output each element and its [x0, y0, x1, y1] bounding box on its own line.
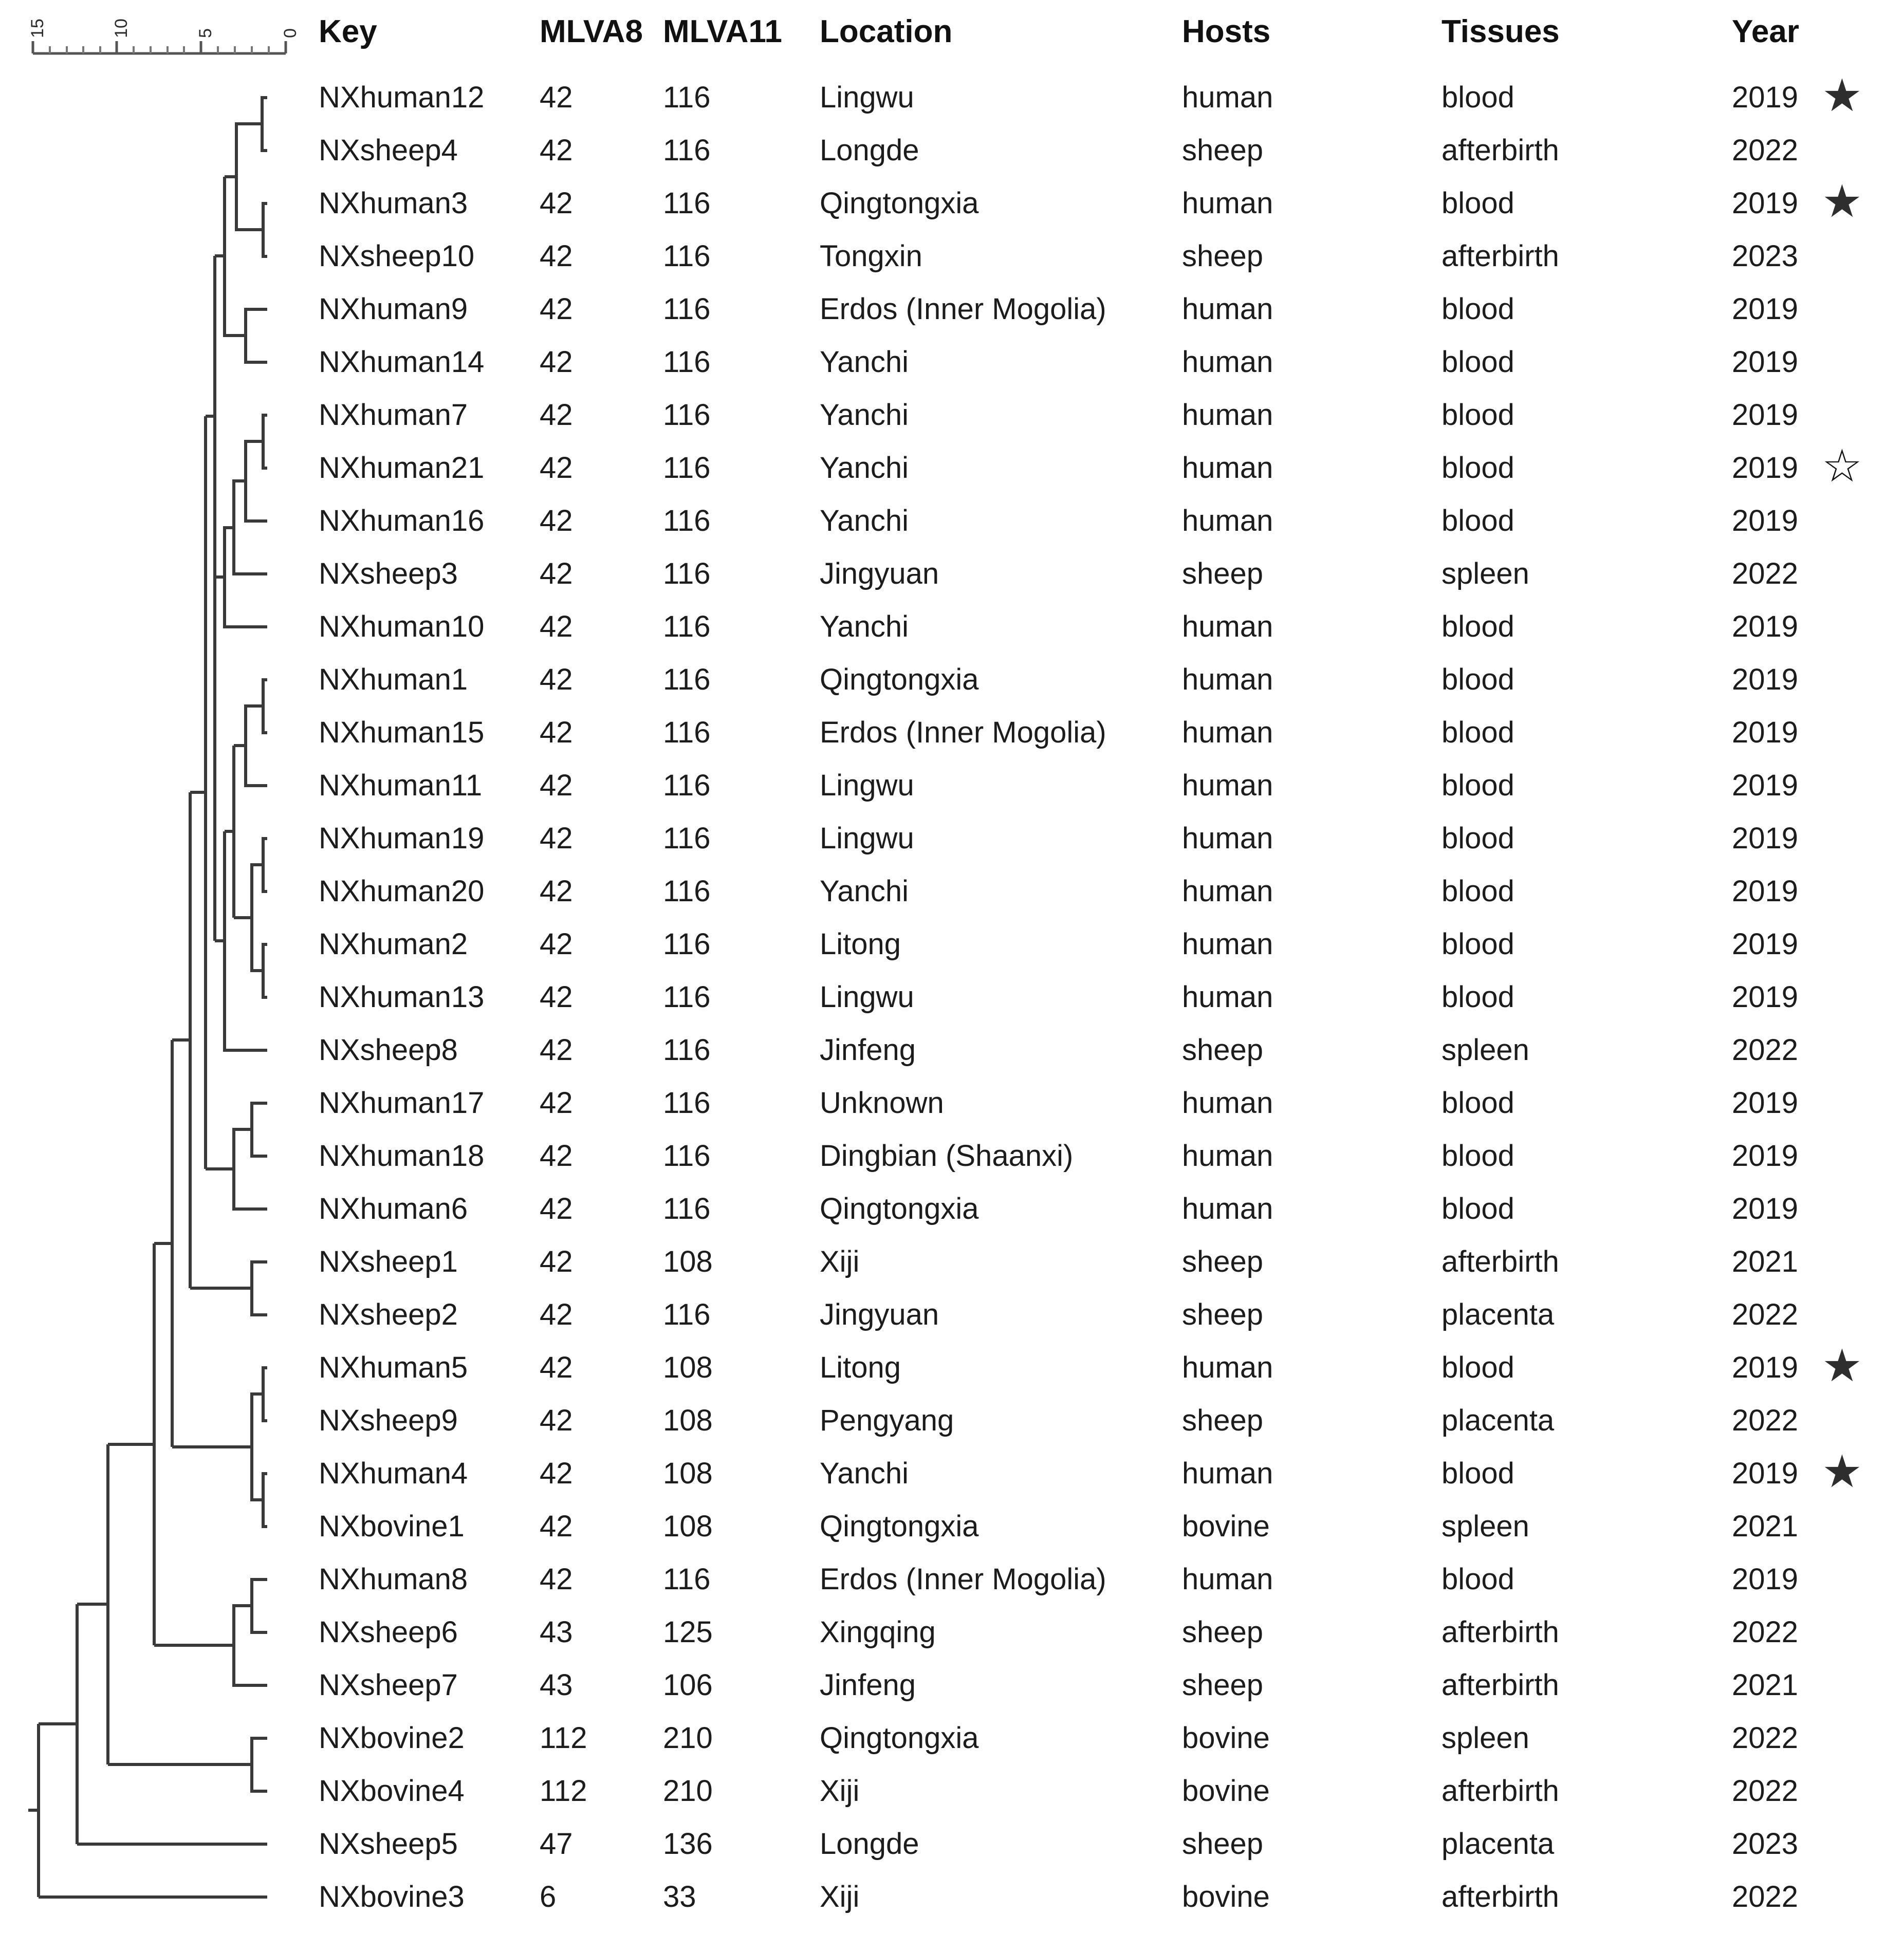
cell-tissue: afterbirth [1441, 1668, 1559, 1702]
table-row [0, 706, 1904, 759]
cell-mlva11: 108 [663, 1351, 713, 1384]
cell-host: human [1182, 822, 1273, 855]
cell-location: Qingtongxia [820, 1192, 979, 1225]
table-row [0, 1182, 1904, 1236]
cell-year: 2019 [1732, 398, 1799, 432]
cell-host: human [1182, 769, 1273, 802]
star-marker-filled: ★ [1822, 1446, 1862, 1497]
cell-mlva11: 108 [663, 1457, 713, 1490]
cell-year: 2019 [1732, 980, 1799, 1014]
table-row [0, 653, 1904, 707]
cell-mlva8: 42 [540, 398, 573, 432]
cell-location: Yanchi [820, 875, 909, 908]
cell-tissue: placenta [1441, 1827, 1555, 1861]
table-row [0, 1129, 1904, 1183]
cell-mlva11: 116 [663, 663, 711, 696]
cell-key: NXhuman6 [319, 1192, 468, 1225]
cell-year: 2019 [1732, 1192, 1799, 1225]
cell-key: NXbovine3 [319, 1880, 465, 1913]
cell-mlva11: 116 [663, 451, 711, 485]
cell-location: Erdos (Inner Mogolia) [820, 292, 1106, 326]
table-row [0, 600, 1904, 654]
cell-tissue: blood [1441, 292, 1514, 326]
cell-tissue: blood [1441, 187, 1514, 220]
cell-mlva8: 42 [540, 663, 573, 696]
cell-mlva8: 42 [540, 1510, 573, 1543]
column-header-mlva11: MLVA11 [663, 14, 782, 49]
cell-key: NXhuman20 [319, 875, 485, 908]
cell-mlva8: 42 [540, 1563, 573, 1596]
table-row [0, 1235, 1904, 1289]
cell-host: human [1182, 716, 1273, 749]
cell-mlva8: 42 [540, 875, 573, 908]
cell-mlva8: 42 [540, 769, 573, 802]
table-row [0, 1288, 1904, 1342]
cell-tissue: blood [1441, 875, 1514, 908]
cell-mlva8: 42 [540, 81, 573, 114]
cell-host: human [1182, 980, 1273, 1014]
cell-tissue: afterbirth [1441, 1880, 1559, 1913]
cell-mlva8: 42 [540, 1192, 573, 1225]
cell-location: Qingtongxia [820, 187, 979, 220]
cell-location: Xiji [820, 1880, 860, 1913]
cell-mlva8: 42 [540, 187, 573, 220]
cell-tissue: afterbirth [1441, 1615, 1559, 1649]
cell-mlva8: 42 [540, 927, 573, 961]
table-row [0, 1447, 1904, 1500]
cell-host: human [1182, 1086, 1273, 1120]
cell-year: 2019 [1732, 187, 1799, 220]
cell-year: 2019 [1732, 504, 1799, 537]
cell-key: NXhuman3 [319, 187, 468, 220]
cell-location: Xiji [820, 1245, 860, 1278]
cell-mlva8: 42 [540, 134, 573, 167]
cell-key: NXhuman15 [319, 716, 485, 749]
cell-mlva8: 42 [540, 822, 573, 855]
table-row [0, 124, 1904, 177]
table-row [0, 1712, 1904, 1765]
table-row [0, 71, 1904, 124]
cell-tissue: blood [1441, 504, 1514, 537]
table-row [0, 1817, 1904, 1871]
cell-year: 2019 [1732, 663, 1799, 696]
cell-mlva11: 116 [663, 557, 711, 590]
table-row [0, 336, 1904, 389]
cell-year: 2019 [1732, 345, 1799, 379]
scale-tick-label-5: 5 [196, 28, 215, 38]
cell-year: 2019 [1732, 81, 1799, 114]
cell-key: NXhuman7 [319, 398, 468, 432]
cell-mlva8: 112 [540, 1721, 587, 1755]
cell-host: sheep [1182, 1827, 1264, 1861]
cell-location: Yanchi [820, 398, 909, 432]
cell-key: NXhuman12 [319, 81, 485, 114]
cell-location: Lingwu [820, 769, 914, 802]
cell-key: NXbovine4 [319, 1774, 465, 1808]
cell-mlva11: 108 [663, 1245, 713, 1278]
cell-tissue: afterbirth [1441, 239, 1559, 273]
cell-key: NXsheep7 [319, 1668, 458, 1702]
cell-key: NXhuman2 [319, 927, 468, 961]
cell-tissue: blood [1441, 1139, 1514, 1173]
cell-key: NXhuman14 [319, 345, 485, 379]
cell-host: human [1182, 345, 1273, 379]
scale-tick-label-15: 15 [28, 18, 47, 38]
cell-mlva11: 116 [663, 1086, 711, 1120]
cell-year: 2019 [1732, 610, 1799, 643]
cell-host: human [1182, 187, 1273, 220]
scale-tick-label-10: 10 [112, 18, 131, 38]
cell-mlva11: 136 [663, 1827, 713, 1861]
table-row [0, 918, 1904, 971]
cell-key: NXhuman21 [319, 451, 485, 485]
cell-host: sheep [1182, 1615, 1264, 1649]
cell-mlva8: 42 [540, 345, 573, 379]
cell-mlva8: 42 [540, 1351, 573, 1384]
table-row [0, 494, 1904, 548]
cell-mlva11: 116 [663, 1563, 711, 1596]
cell-year: 2019 [1732, 875, 1799, 908]
cell-location: Lingwu [820, 822, 914, 855]
cell-location: Xiji [820, 1774, 860, 1808]
cell-host: human [1182, 610, 1273, 643]
cell-key: NXhuman5 [319, 1351, 468, 1384]
cell-location: Longde [820, 134, 919, 167]
cell-mlva8: 47 [540, 1827, 573, 1861]
cell-tissue: blood [1441, 663, 1514, 696]
cell-location: Lingwu [820, 980, 914, 1014]
table-row [0, 865, 1904, 918]
table-row [0, 1394, 1904, 1447]
cell-host: bovine [1182, 1880, 1270, 1913]
cell-host: human [1182, 1351, 1273, 1384]
cell-host: human [1182, 1139, 1273, 1173]
cell-mlva11: 116 [663, 239, 711, 273]
cell-location: Lingwu [820, 81, 914, 114]
cell-host: human [1182, 451, 1273, 485]
cell-tissue: blood [1441, 398, 1514, 432]
table-row [0, 388, 1904, 442]
cell-year: 2019 [1732, 1563, 1799, 1596]
cell-key: NXsheep9 [319, 1404, 458, 1437]
cell-host: sheep [1182, 557, 1264, 590]
cell-key: NXsheep4 [319, 134, 458, 167]
cell-host: human [1182, 663, 1273, 696]
cell-year: 2019 [1732, 1351, 1799, 1384]
cell-location: Jinfeng [820, 1668, 916, 1702]
cell-host: sheep [1182, 1033, 1264, 1067]
cell-year: 2023 [1732, 1827, 1799, 1861]
cell-host: bovine [1182, 1510, 1270, 1543]
cell-tissue: blood [1441, 1192, 1514, 1225]
cell-mlva11: 116 [663, 345, 711, 379]
column-header-location: Location [820, 14, 953, 49]
cell-location: Yanchi [820, 610, 909, 643]
cell-mlva8: 43 [540, 1615, 573, 1649]
cell-host: sheep [1182, 1404, 1264, 1437]
cell-mlva8: 42 [540, 1298, 573, 1331]
cell-year: 2022 [1732, 557, 1799, 590]
table-row [0, 1764, 1904, 1818]
cell-mlva8: 42 [540, 1086, 573, 1120]
cell-mlva8: 42 [540, 1404, 573, 1437]
table-row [0, 1870, 1904, 1924]
cell-year: 2019 [1732, 769, 1799, 802]
cell-year: 2023 [1732, 239, 1799, 273]
cell-tissue: placenta [1441, 1298, 1555, 1331]
cell-host: sheep [1182, 239, 1264, 273]
cell-year: 2022 [1732, 1880, 1799, 1913]
cell-mlva8: 112 [540, 1774, 587, 1808]
cell-mlva11: 116 [663, 398, 711, 432]
cell-location: Tongxin [820, 239, 922, 273]
cell-year: 2022 [1732, 1404, 1799, 1437]
cell-host: human [1182, 504, 1273, 537]
star-marker-filled: ★ [1822, 1340, 1862, 1391]
cell-mlva11: 108 [663, 1510, 713, 1543]
cell-key: NXhuman13 [319, 980, 485, 1014]
cell-location: Yanchi [820, 451, 909, 485]
cell-mlva11: 116 [663, 927, 711, 961]
cell-mlva11: 106 [663, 1668, 713, 1702]
cell-mlva8: 42 [540, 239, 573, 273]
cell-year: 2022 [1732, 1774, 1799, 1808]
cell-year: 2022 [1732, 1298, 1799, 1331]
cell-tissue: blood [1441, 1086, 1514, 1120]
cell-tissue: blood [1441, 927, 1514, 961]
cell-tissue: blood [1441, 1351, 1514, 1384]
star-marker-filled: ★ [1822, 176, 1862, 227]
cell-key: NXhuman4 [319, 1457, 468, 1490]
cell-mlva11: 116 [663, 1033, 711, 1067]
cell-host: human [1182, 875, 1273, 908]
cell-location: Erdos (Inner Mogolia) [820, 1563, 1106, 1596]
cell-host: sheep [1182, 1245, 1264, 1278]
cell-location: Erdos (Inner Mogolia) [820, 716, 1106, 749]
cell-tissue: blood [1441, 1563, 1514, 1596]
cell-key: NXsheep1 [319, 1245, 458, 1278]
cell-key: NXhuman10 [319, 610, 485, 643]
cell-tissue: blood [1441, 716, 1514, 749]
cell-mlva11: 210 [663, 1774, 713, 1808]
cell-mlva8: 42 [540, 1139, 573, 1173]
cell-tissue: blood [1441, 769, 1514, 802]
cell-location: Xingqing [820, 1615, 936, 1649]
cell-location: Yanchi [820, 1457, 909, 1490]
cell-tissue: blood [1441, 980, 1514, 1014]
cell-location: Dingbian (Shaanxi) [820, 1139, 1074, 1173]
table-row [0, 1659, 1904, 1712]
cell-location: Litong [820, 927, 901, 961]
cell-location: Unknown [820, 1086, 944, 1120]
cell-year: 2019 [1732, 716, 1799, 749]
cell-mlva11: 116 [663, 1139, 711, 1173]
cell-mlva11: 116 [663, 980, 711, 1014]
cell-location: Jingyuan [820, 557, 939, 590]
cell-tissue: afterbirth [1441, 134, 1559, 167]
column-header-mlva8: MLVA8 [540, 14, 643, 49]
table-row [0, 759, 1904, 812]
cell-year: 2019 [1732, 1086, 1799, 1120]
cell-tissue: afterbirth [1441, 1245, 1559, 1278]
cell-mlva11: 116 [663, 875, 711, 908]
cell-year: 2019 [1732, 822, 1799, 855]
column-header-year: Year [1732, 14, 1800, 49]
cell-tissue: blood [1441, 345, 1514, 379]
cell-year: 2019 [1732, 1457, 1799, 1490]
cell-tissue: blood [1441, 81, 1514, 114]
cell-mlva8: 42 [540, 610, 573, 643]
cell-mlva8: 6 [540, 1880, 557, 1913]
table-row [0, 441, 1904, 495]
cell-host: sheep [1182, 1298, 1264, 1331]
table-row [0, 230, 1904, 283]
cell-host: bovine [1182, 1774, 1270, 1808]
cell-key: NXsheep2 [319, 1298, 458, 1331]
cell-year: 2022 [1732, 134, 1799, 167]
cell-mlva11: 116 [663, 822, 711, 855]
cell-host: bovine [1182, 1721, 1270, 1755]
cell-mlva11: 116 [663, 610, 711, 643]
cell-tissue: blood [1441, 1457, 1514, 1490]
cell-mlva8: 42 [540, 292, 573, 326]
cell-key: NXhuman18 [319, 1139, 485, 1173]
cell-year: 2019 [1732, 927, 1799, 961]
table-row [0, 1024, 1904, 1077]
cell-year: 2022 [1732, 1615, 1799, 1649]
cell-mlva11: 210 [663, 1721, 713, 1755]
cell-mlva11: 116 [663, 504, 711, 537]
table-row [0, 1341, 1904, 1395]
cell-key: NXsheep10 [319, 239, 475, 273]
cell-tissue: afterbirth [1441, 1774, 1559, 1808]
cell-key: NXsheep8 [319, 1033, 458, 1067]
cell-location: Litong [820, 1351, 901, 1384]
scale-tick-label-0: 0 [281, 28, 300, 38]
cell-location: Yanchi [820, 504, 909, 537]
table-row [0, 971, 1904, 1024]
cell-tissue: spleen [1441, 1033, 1529, 1067]
cell-tissue: blood [1441, 610, 1514, 643]
cell-mlva11: 116 [663, 1298, 711, 1331]
cell-location: Qingtongxia [820, 1721, 979, 1755]
cell-year: 2021 [1732, 1668, 1799, 1702]
cell-host: human [1182, 927, 1273, 961]
cell-key: NXhuman16 [319, 504, 485, 537]
table-row [0, 177, 1904, 230]
cell-key: NXhuman19 [319, 822, 485, 855]
cell-key: NXhuman17 [319, 1086, 485, 1120]
table-row [0, 283, 1904, 336]
table-row [0, 1606, 1904, 1659]
cell-host: sheep [1182, 134, 1264, 167]
cell-mlva8: 42 [540, 980, 573, 1014]
column-header-hosts: Hosts [1182, 14, 1271, 49]
cell-host: human [1182, 292, 1273, 326]
cell-mlva11: 116 [663, 292, 711, 326]
cell-mlva11: 125 [663, 1615, 713, 1649]
cell-host: human [1182, 1457, 1273, 1490]
cell-mlva11: 116 [663, 716, 711, 749]
cell-mlva11: 116 [663, 1192, 711, 1225]
cell-year: 2019 [1732, 451, 1799, 485]
cell-location: Qingtongxia [820, 663, 979, 696]
cell-tissue: spleen [1441, 1510, 1529, 1543]
cell-host: human [1182, 1192, 1273, 1225]
column-header-key: Key [319, 14, 377, 49]
cell-year: 2019 [1732, 1139, 1799, 1173]
cell-mlva11: 116 [663, 134, 711, 167]
cell-mlva11: 116 [663, 187, 711, 220]
cell-mlva8: 42 [540, 716, 573, 749]
cell-key: NXbovine2 [319, 1721, 465, 1755]
cell-host: human [1182, 81, 1273, 114]
cell-year: 2022 [1732, 1721, 1799, 1755]
cell-location: Qingtongxia [820, 1510, 979, 1543]
cell-location: Jinfeng [820, 1033, 916, 1067]
table-row [0, 1553, 1904, 1606]
cell-year: 2022 [1732, 1033, 1799, 1067]
cell-mlva11: 116 [663, 769, 711, 802]
cell-location: Jingyuan [820, 1298, 939, 1331]
cell-mlva8: 42 [540, 451, 573, 485]
table-row [0, 547, 1904, 601]
cell-location: Pengyang [820, 1404, 954, 1437]
cell-host: human [1182, 398, 1273, 432]
cell-location: Yanchi [820, 345, 909, 379]
cell-key: NXhuman1 [319, 663, 468, 696]
cell-mlva11: 33 [663, 1880, 696, 1913]
cell-host: sheep [1182, 1668, 1264, 1702]
cell-mlva8: 42 [540, 1033, 573, 1067]
cell-key: NXhuman11 [319, 769, 483, 802]
cell-mlva8: 42 [540, 557, 573, 590]
cell-tissue: placenta [1441, 1404, 1555, 1437]
cell-tissue: spleen [1441, 557, 1529, 590]
cell-key: NXhuman9 [319, 292, 468, 326]
star-marker-hollow: ☆ [1822, 440, 1862, 491]
cell-host: human [1182, 1563, 1273, 1596]
cell-key: NXsheep3 [319, 557, 458, 590]
cell-key: NXbovine1 [319, 1510, 465, 1543]
cell-mlva8: 43 [540, 1668, 573, 1702]
cell-mlva8: 42 [540, 1245, 573, 1278]
cell-mlva8: 42 [540, 1457, 573, 1490]
cell-mlva8: 42 [540, 504, 573, 537]
cell-year: 2021 [1732, 1245, 1799, 1278]
cell-mlva11: 116 [663, 81, 711, 114]
column-header-tissues: Tissues [1441, 14, 1560, 49]
table-row [0, 1500, 1904, 1553]
cell-key: NXsheep5 [319, 1827, 458, 1861]
cell-tissue: spleen [1441, 1721, 1529, 1755]
cell-location: Longde [820, 1827, 919, 1861]
cell-mlva11: 108 [663, 1404, 713, 1437]
cell-tissue: blood [1441, 451, 1514, 485]
table-row [0, 1076, 1904, 1130]
cell-key: NXhuman8 [319, 1563, 468, 1596]
star-marker-filled: ★ [1822, 70, 1862, 121]
table-row [0, 812, 1904, 865]
cell-year: 2019 [1732, 292, 1799, 326]
cell-year: 2021 [1732, 1510, 1799, 1543]
cell-tissue: blood [1441, 822, 1514, 855]
cell-key: NXsheep6 [319, 1615, 458, 1649]
